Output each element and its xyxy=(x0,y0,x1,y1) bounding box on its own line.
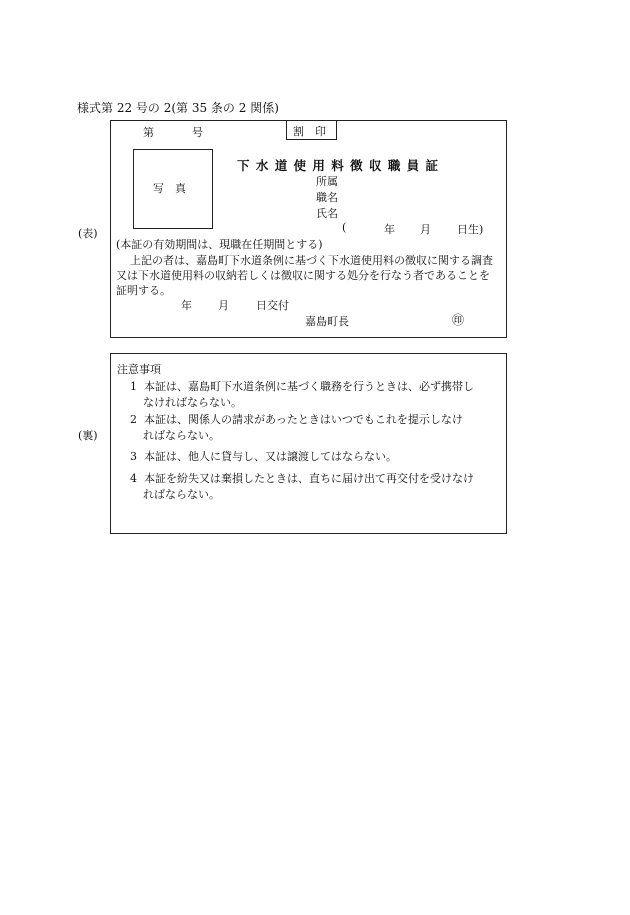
field-name: 氏名 xyxy=(316,207,338,220)
note-item-continuation: なければならない。 xyxy=(143,396,242,409)
number-suffix: 号 xyxy=(192,126,203,139)
certification-line-1: 上記の者は、嘉島町下水道条例に基づく下水道使用料の徴収に関する調査 xyxy=(130,254,493,267)
notes-heading: 注意事項 xyxy=(117,363,161,376)
note-item xyxy=(130,378,474,394)
issue-month: 月 xyxy=(218,299,229,312)
note-number: 4 xyxy=(130,472,137,485)
photo-label: 写 真 xyxy=(153,182,186,195)
card-title: 下 水 道 使 用 料 徴 収 職 員 証 xyxy=(237,158,440,173)
note-text: 本証を紛失又は棄損したときは、直ちに届け出て再交付を受けなけ xyxy=(144,472,474,485)
issue-year: 年 xyxy=(181,299,192,312)
seal-stamp-label: 割 印 xyxy=(293,125,326,138)
issue-day: 日交付 xyxy=(256,299,289,312)
field-affiliation: 所属 xyxy=(316,175,338,188)
certification-line-2: 又は下水道使用料の収納若しくは徴収に関する処分を行なう者であることを xyxy=(116,269,490,282)
note-text: 本証は、関係人の請求があったときはいつでもこれを提示しなけ xyxy=(144,413,463,426)
note-number: 2 xyxy=(130,413,137,426)
note-text: 本証は、他人に貸与し、又は譲渡してはならない。 xyxy=(144,450,397,463)
birth-year: 年 xyxy=(384,223,395,236)
certification-line-3: 証明する。 xyxy=(116,284,171,297)
front-side-label: (表) xyxy=(78,227,98,240)
note-number: 1 xyxy=(130,380,137,393)
note-item xyxy=(130,470,474,486)
note-number: 3 xyxy=(130,450,137,463)
field-job-title: 職名 xyxy=(316,191,338,204)
note-item-continuation: ればならない。 xyxy=(143,429,220,442)
back-side-label: (裏) xyxy=(78,429,98,442)
note-item-continuation: ればならない。 xyxy=(143,488,220,501)
form-heading: 様式第 22 号の 2(第 35 条の 2 関係) xyxy=(77,101,279,115)
issuer-seal-mark: ㊞ xyxy=(452,313,465,327)
validity-note: (本証の有効期間は、現職在任期間とする) xyxy=(116,238,323,251)
birth-day: 日生) xyxy=(457,223,484,236)
note-item xyxy=(130,411,463,427)
issuer: 嘉島町長 xyxy=(305,315,349,328)
note-text: 本証は、嘉島町下水道条例に基づく職務を行うときは、必ず携帯し xyxy=(144,380,474,393)
note-item xyxy=(130,448,397,464)
number-label: 第 xyxy=(143,126,154,139)
birth-month: 月 xyxy=(420,223,431,236)
birth-open-paren: ( xyxy=(342,221,347,234)
